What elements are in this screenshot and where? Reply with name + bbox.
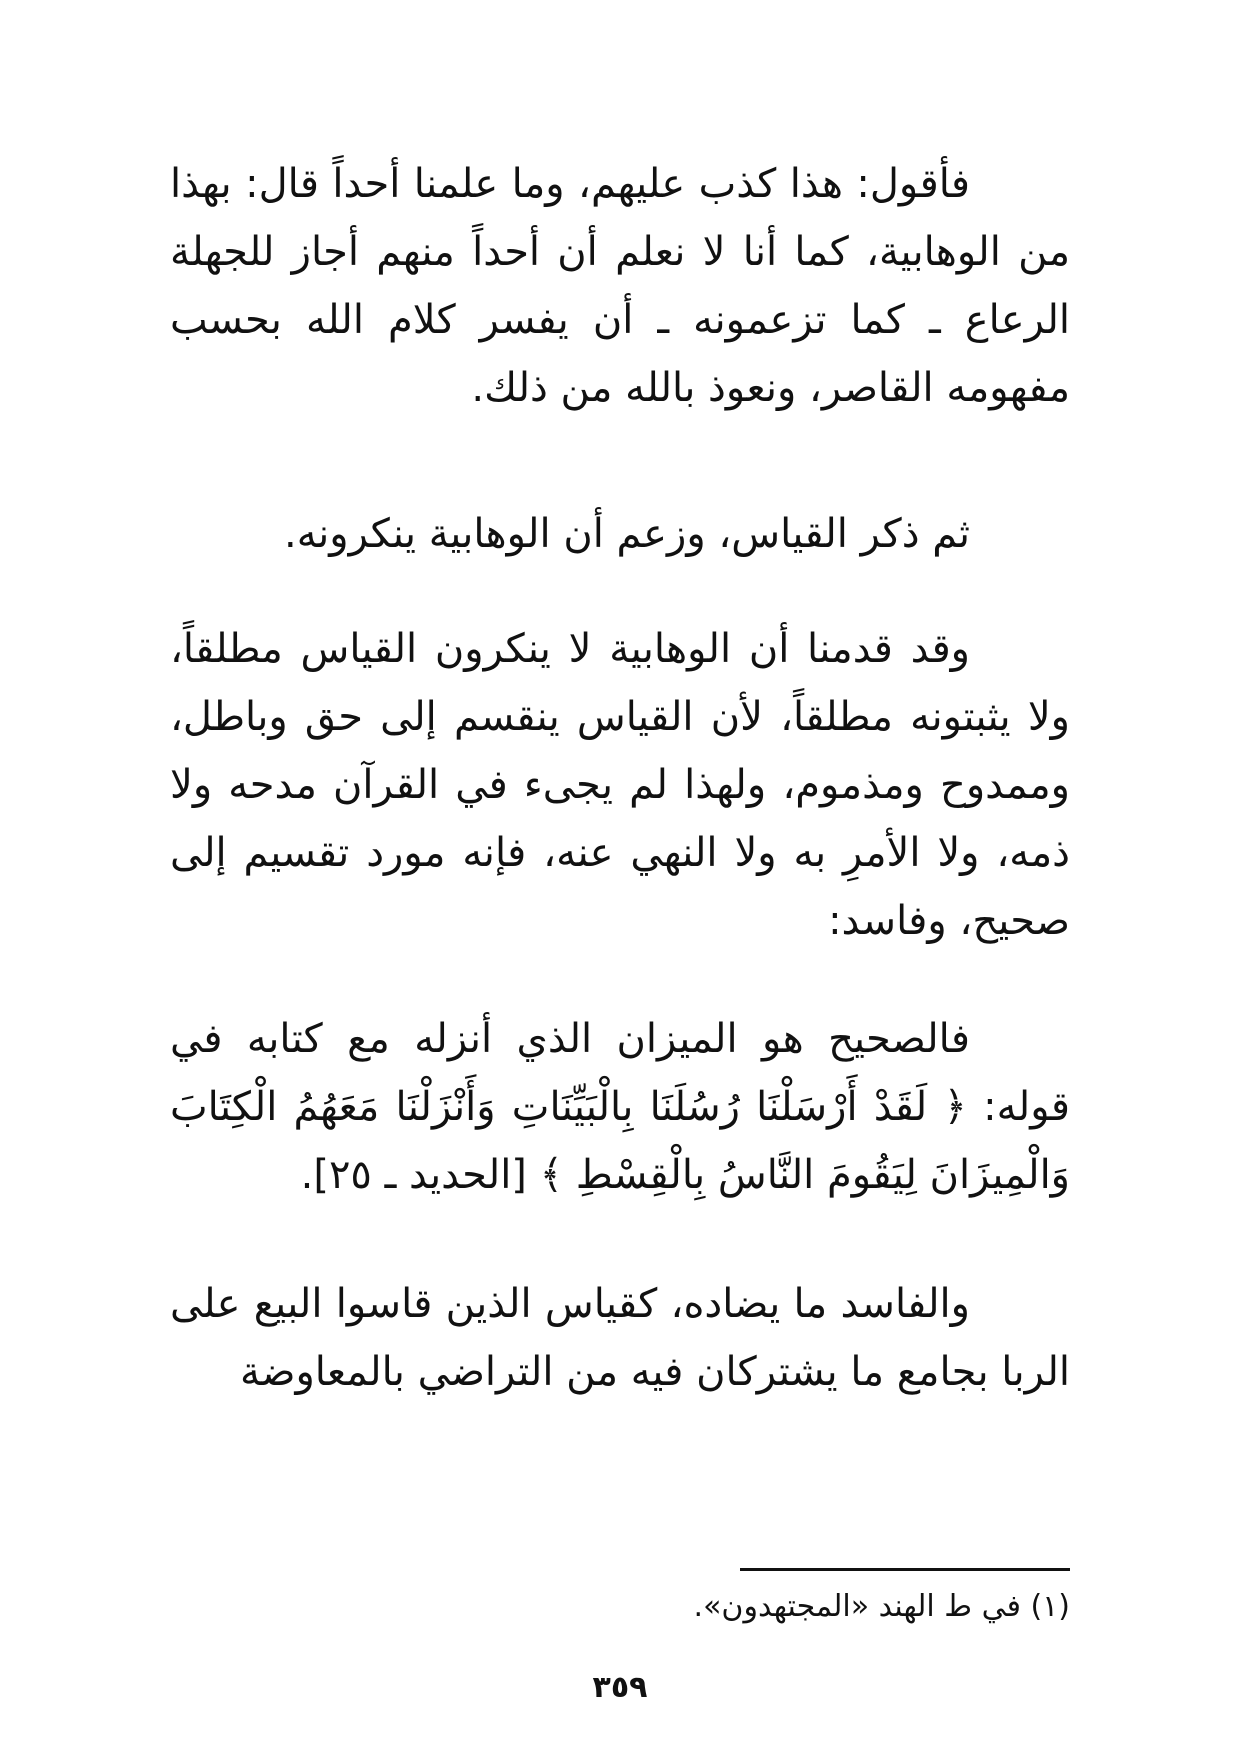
footnote: (١) في ط الهند «المجتهدون». (693, 1589, 1070, 1624)
verse-reference: [الحديد ـ ٢٥]. (300, 1152, 527, 1198)
paragraph-sound-qiyas (170, 1005, 1070, 1209)
verse-close-bracket: ﴾ (539, 1152, 564, 1198)
verse-open-bracket: ﴿ (943, 1084, 967, 1130)
paragraph-corrupt-qiyas: والفاسد ما يضاده، كقياس الذين قاسوا البيع على الربا بجامع ما يشتركان فيه من التراضي بالمعاوضة (170, 1281, 1070, 1395)
page-number: ٣٥٩ (592, 1670, 648, 1705)
sound-qiyas-intro: فالصحيح هو الميزان الذي أنزله مع كتابه في قوله: (170, 1016, 1070, 1130)
footnote-divider (740, 1568, 1070, 1571)
quran-verse: لَقَدْ أَرْسَلْنَا رُسُلَنَا بِالْبَيِّنَاتِ وَأَنْزَلْنَا مَعَهُمُ الْكِتَابَ وَالْمِيزَانَ لِيَقُومَ النَّاسُ بِالْقِسْطِ (170, 1084, 1070, 1198)
paragraph-qiyas-division: وقد قدمنا أن الوهابية لا ينكرون القياس مطلقاً، ولا يثبتونه مطلقاً، لأن القياس ينقسم إلى حق وباطل، وممدوح ومذموم، ولهذا لم يجىء في القرآن مدحه ولا ذمه، ولا الأمرِ به ولا النهي عنه، فإنه مورد تقسيم إلى صحيح، وفاسد: (170, 626, 1070, 944)
paragraph-response: فأقول: هذا كذب عليهم، وما علمنا أحداً قال: بهذا من الوهابية، كما أنا لا نعلم أن أحداً منهم أجاز للجهلة الرعاع ـ كما تزعمونه ـ أن يفسر كلام الله بحسب مفهومه القاصر، ونعوذ بالله من ذلك. (170, 161, 1070, 411)
paragraph-qiyas-mention: ثم ذكر القياس، وزعم أن الوهابية ينكرونه. (284, 511, 970, 557)
